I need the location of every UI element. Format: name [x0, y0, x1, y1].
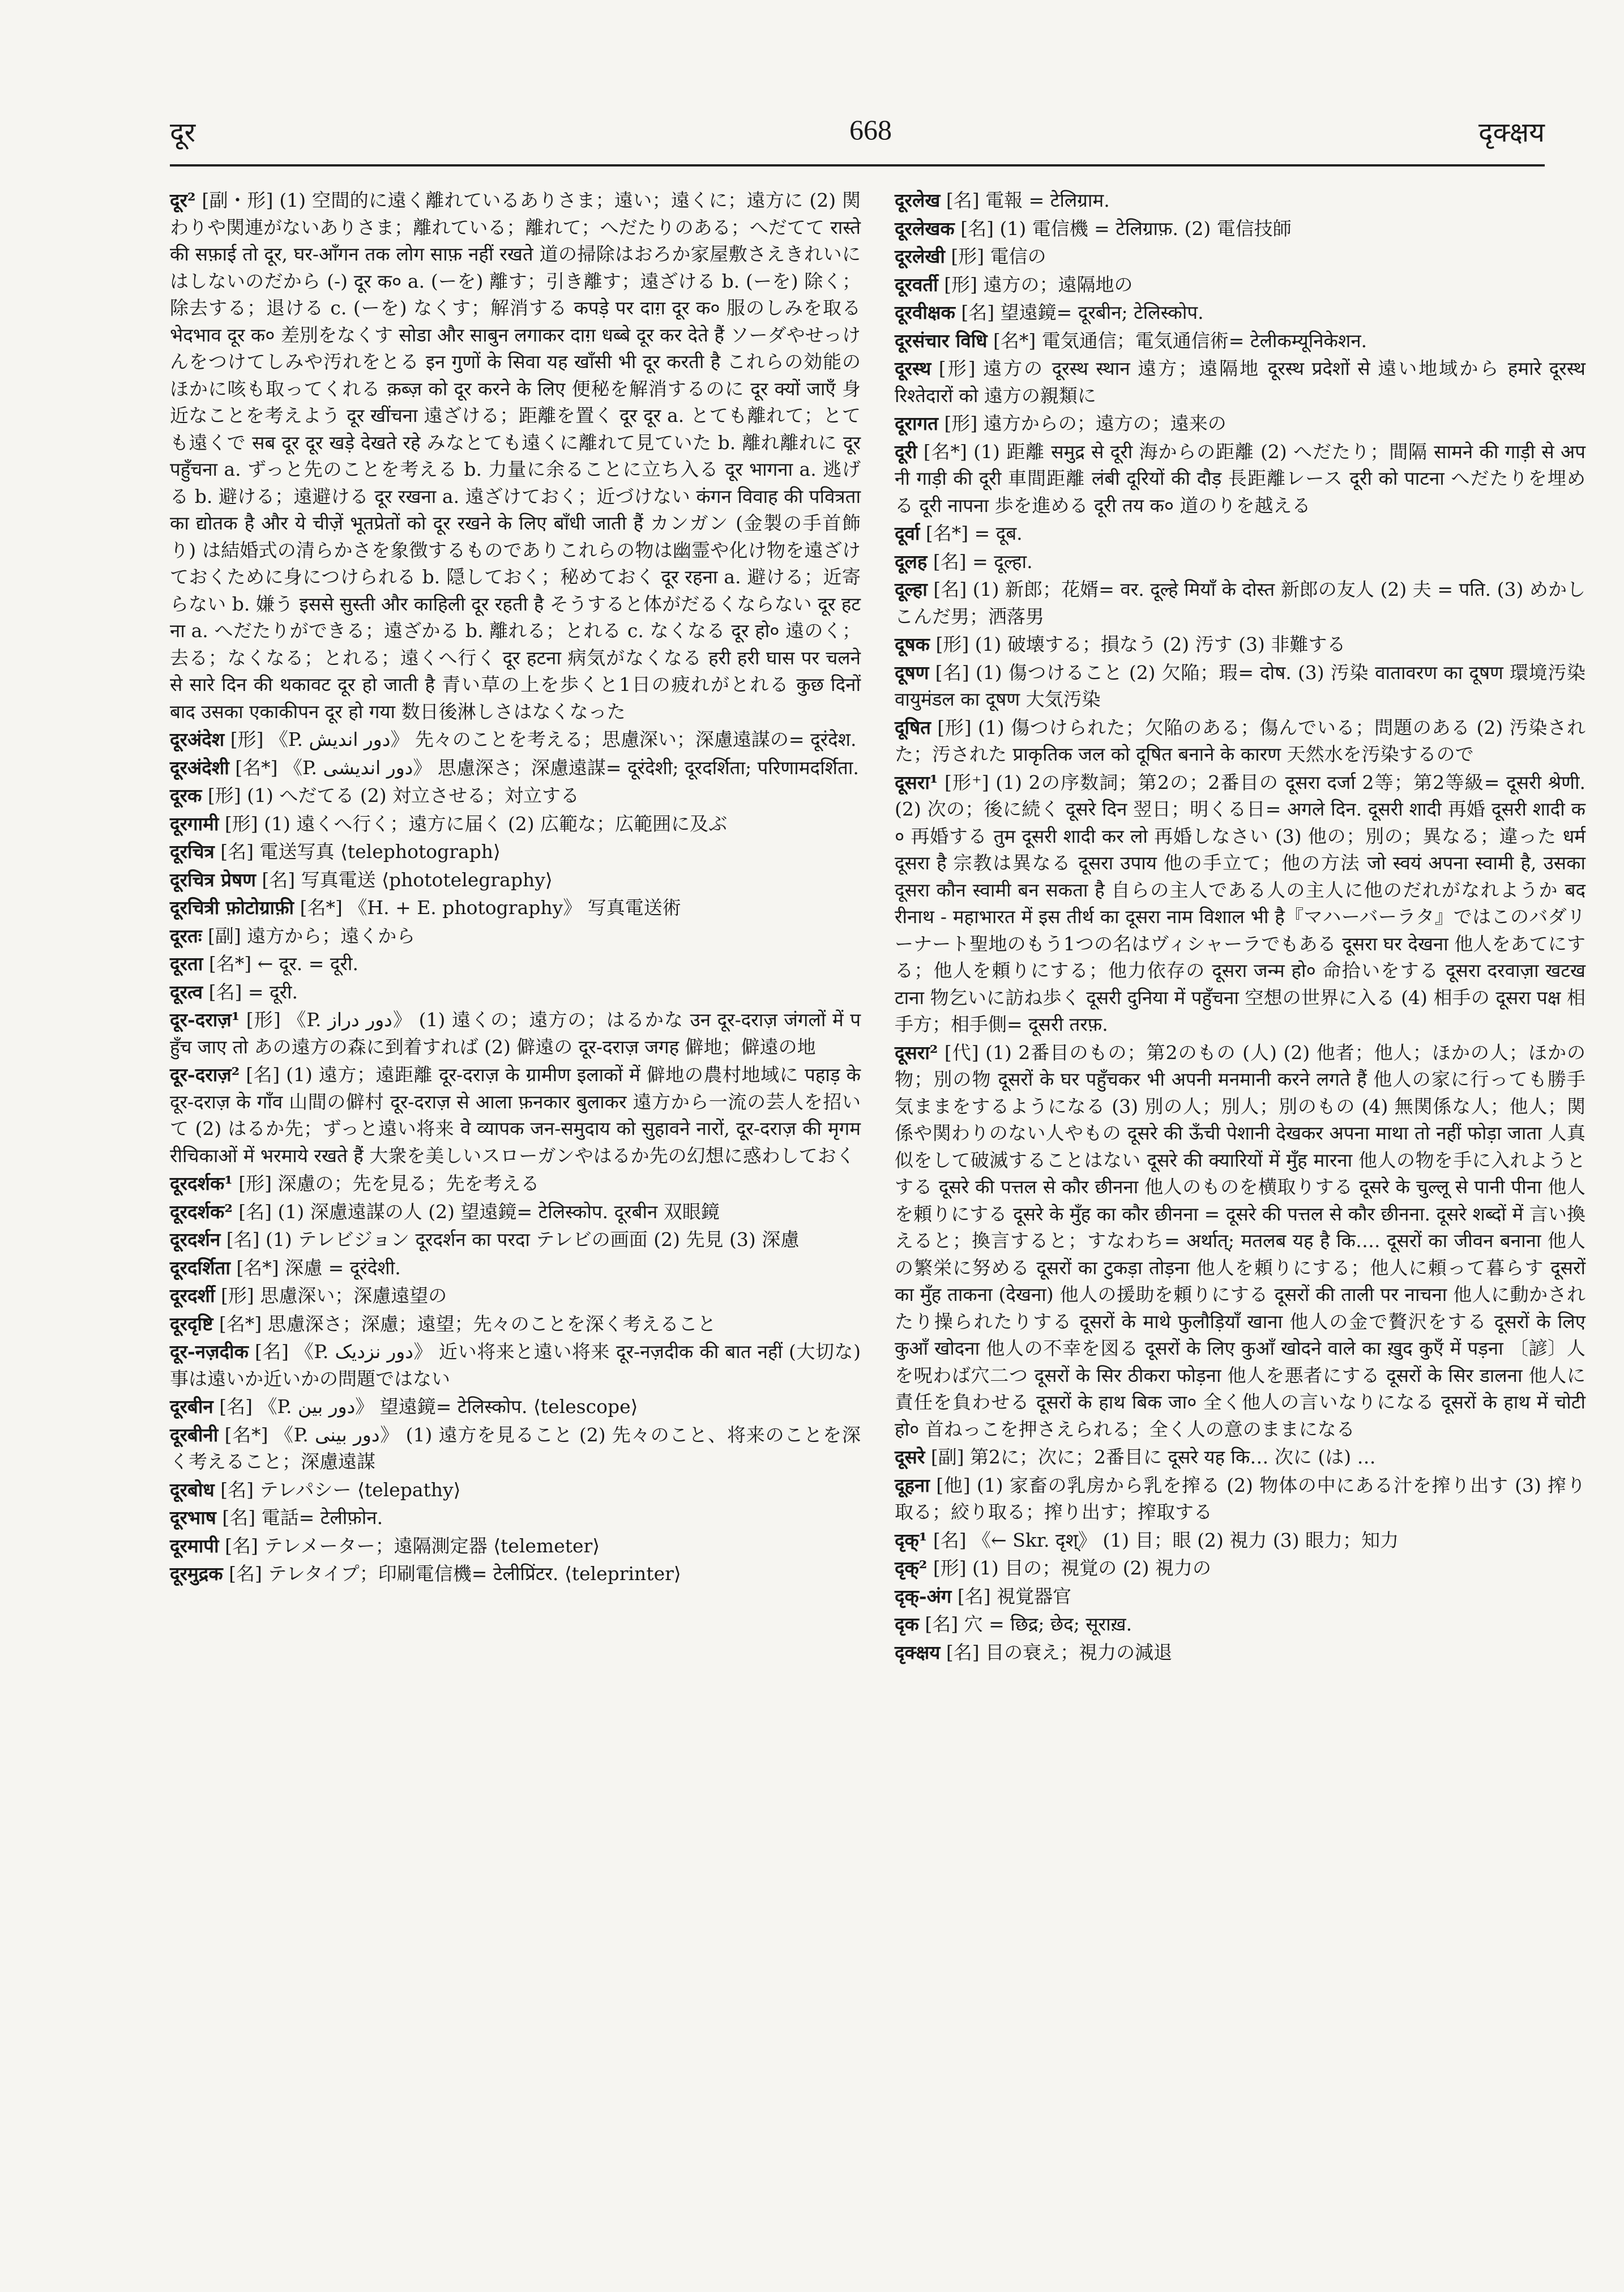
entry-definition: [代] (1) 2番目のもの；第2のもの (人) (2) 他者；他人；ほかの人；ほかの物；別の物 दूसरों के घर पहुँचकर भी अपनी मनमानी करने लगते हैं 他人の家に行っても勝手気ままをするようになる (3) 別の人；別人；別のもの (4) 無関係な人；他人；関係や関わりのない人やもの दूसरे की ऊँची पेशानी देखकर अपना माथा तो नहीं फोड़ा जाता 人真似をして破滅することはない दूसरे की क्यारियों में मुँह मारना 他人の物を手に入れようとする दूसरे की पत्तल से कौर छीनना 他人のものを横取りする दूसरे के चुल्लू से पानी पीना 他人を頼りにする दूसरे के मुँह का कौर छीनना = दूसरे की पत्तल से कौर छीनना. दूसरे शब्दों में 言い換えると；換言すると；すなわち= अर्थात्; मतलब यह है कि…. दूसरों का जीवन बनाना 他人の繁栄に努める दूसरों का टुकड़ा तोड़ना 他人を頼りにする；他人に頼って暮らす दूसरों का मुँह ताकना (देखना) 他人の援助を頼りにする दूसरों की ताली पर नाचना 他人に動かされたり操られたりする दूसरों के माथे फुलौड़ियाँ खाना 他人の金で贅沢をする दूसरों के लिए कुआँ खोदना 他人の不幸を図る दूसरों के लिए कुआँ खोदने वाले का ख़ुद कुएँ में पड़ना 〔諺〕人を呪わば穴二つ दूसरों के सिर ठीकरा फोड़ना 他人を悪者にする दूसरों के सिर डालना 他人に責任を負わせる दूसरों के हाथ बिक जा० 全く他人の言いなりになる दूसरों के हाथ में चोटी हो० 首ねっこを押さえられる；全く人の意のままになる — [895, 1041, 1585, 1440]
entry-definition: [名] 《P. دور بین》 望遠鏡= टेलिस्कोप. ⟨telescope⟩ — [213, 1395, 638, 1418]
dictionary-entry — [895, 299, 1585, 326]
entry-headword: दूर-नज़दीक — [170, 1341, 249, 1363]
entry-headword: दूरदर्शी — [170, 1284, 215, 1307]
entry-definition: [形] 《P. دور اندیش》 先々のことを考える；思慮深い；深慮遠謀の= दूरंदेश. — [224, 728, 857, 750]
entry-headword: दूरक — [170, 784, 202, 806]
entry-headword: दूरदृष्टि — [170, 1312, 213, 1335]
entry-definition: [名] 目の衰え；視力の減退 — [940, 1641, 1173, 1663]
entry-headword: दृक्-अंग — [895, 1585, 952, 1607]
dictionary-entry — [170, 1198, 861, 1226]
entry-definition: [名] 電話= टेलीफ़ोन. — [216, 1506, 383, 1529]
left-column — [170, 187, 861, 1589]
entry-headword: दूरअंदेशी — [170, 756, 229, 779]
entry-definition: [名*] 思慮深さ；深慮；遠望；先々のことを深く考えること — [213, 1312, 716, 1335]
entry-headword: दूरचित्र — [170, 840, 215, 863]
entry-definition: [名] 電報 = टेलिग्राम. — [940, 189, 1110, 211]
entry-definition: [形] (1) 遠くへ行く；遠方に届く (2) 広範な；広範囲に及ぶ — [219, 812, 728, 835]
entry-definition: [名*] 深慮 = दूरंदेशी. — [230, 1256, 401, 1279]
entry-headword: दूरमापी — [170, 1534, 219, 1557]
entry-headword: दूरदर्शक² — [170, 1200, 233, 1223]
entry-headword: दूषक — [895, 633, 930, 655]
dictionary-entry — [170, 1393, 861, 1420]
entry-definition: [形] (1) 目の；視覚の (2) 視力の — [927, 1557, 1212, 1579]
dictionary-entry — [170, 1311, 861, 1338]
dictionary-entry — [895, 576, 1585, 630]
entry-definition: [副] 遠方から；遠くから — [202, 924, 416, 947]
entry-definition: [名] テレパシー ⟨telepathy⟩ — [214, 1478, 461, 1501]
entry-headword: दूरवीक्षक — [895, 301, 955, 323]
entry-headword: दूरगामी — [170, 812, 219, 835]
dictionary-entry — [895, 187, 1585, 214]
dictionary-entry — [170, 1006, 861, 1060]
entry-headword: दूरागत — [895, 412, 938, 434]
dictionary-entry — [895, 1039, 1585, 1443]
dictionary-entry — [895, 1527, 1585, 1554]
entry-headword: दूरबीन — [170, 1395, 213, 1418]
dictionary-entry — [895, 714, 1585, 768]
entry-definition: [形] 電信の — [945, 245, 1046, 267]
dictionary-entry — [170, 187, 861, 725]
entry-headword: दूरसंचार विधि — [895, 329, 988, 352]
dictionary-entry — [895, 769, 1585, 1038]
dictionary-entry — [895, 355, 1585, 409]
entry-definition: [名] (1) 電信機 = टेलिग्राफ़. (2) 電信技師 — [954, 217, 1292, 240]
entry-definition: [形] 思慮深い；深慮遠望の — [215, 1284, 447, 1307]
entry-definition: [名*] (1) 距離 समुद्र से दूरी 海からの距離 (2) へだたり；間隔 सामने की गाड़ी से अपनी गाड़ी की दूरी 車間距離 लंबी दूरियों की दौड़ 長距離レース दूरी को पाटना へだたりを埋める दूरी नापना 歩を進める दूरी तय क० 道のりを越える — [895, 440, 1585, 517]
entry-headword: दूषण — [895, 661, 929, 684]
page-number: 668 — [849, 114, 892, 146]
dictionary-entry — [170, 1254, 861, 1282]
entry-definition: [名] 望遠鏡= दूरबीन; टेलिस्कोप. — [955, 301, 1204, 323]
entry-headword: दूरअंदेश — [170, 728, 225, 750]
dictionary-entry — [895, 1555, 1585, 1582]
dictionary-entry — [170, 810, 861, 838]
dictionary-entry — [895, 1583, 1585, 1610]
entry-definition: [名] (1) 新郎；花婿= वर. दूल्हे मियाँ के दोस्त 新郎の友人 (2) 夫 = पति. (3) めかしこんだ男；洒落男 — [895, 578, 1585, 628]
entry-definition: [形⁺] (1) 2の序数詞；第2の；2番目の दूसरा दर्जा 2等；第2等級= दूसरी श्रेणी. (2) 次の；後に続く दूसरे दिन 翌日；明くる日= अगले दिन. दूसरी शादी 再婚 दूसरी शादी क० 再婚する तुम दूसरी शादी कर लो 再婚しなさい (3) 他の；別の；異なる；違った धर्म दूसरा है 宗教は異なる दूसरा उपाय 他の手立て；他の方法 जो स्वयं अपना स्वामी है, उसका दूसरा कौन स्वामी बन सकता है 自らの主人である人の主人に他のだれがなれようか बदरीनाथ - महाभारत में इस तीर्थ का दूसरा नाम विशाल भी है『マハーバーラタ』ではこのバダリーナート聖地のもう1つの名はヴィシャーラでもある दूसरा घर देखना 他人をあてにする；他人を頼りにする；他力依存の दूसरा जन्म हो० 命拾いをする दूसरा दरवाज़ा खटखटाना 物乞いに訪ね歩く दूसरी दुनिया में पहुँचना 空想の世界に入る (4) 相手の दूसरा पक्ष 相手方；相手側= दूसरी तरफ़. — [895, 771, 1585, 1035]
entry-definition: [名] 穴 = छिद्र; छेद; सूराख़. — [918, 1613, 1132, 1635]
entry-headword: दूरलेखक — [895, 217, 955, 240]
entry-headword: दूरदर्शन — [170, 1228, 221, 1250]
dictionary-entry — [895, 243, 1585, 270]
entry-headword: दूरी — [895, 440, 917, 463]
left-guide-word: दूर — [170, 117, 196, 148]
dictionary-entry — [170, 1338, 861, 1392]
entry-definition: [名] 視覚器官 — [951, 1585, 1072, 1607]
entry-definition: [名*] 《P. دور بینی》 (1) 遠方を見ること (2) 先々のこと、将来のことを深く考えること；深慮遠謀 — [170, 1423, 861, 1472]
entry-definition: [名] 写真電送 ⟨phototelegraphy⟩ — [255, 868, 553, 891]
entry-definition: [形] (1) 破壊する；損なう (2) 汚す (3) 非難する — [929, 633, 1346, 655]
entry-headword: दूरमुद्रक — [170, 1563, 223, 1585]
dictionary-entry — [895, 1639, 1585, 1666]
entry-headword: दूर-दराज़¹ — [170, 1009, 240, 1031]
dictionary-entry — [170, 782, 861, 809]
dictionary-entry — [895, 1611, 1585, 1638]
entry-definition: [名] テレメーター；遠隔測定器 ⟨telemeter⟩ — [219, 1534, 600, 1557]
entry-definition: [形] 深慮の；先を見る；先を考える — [232, 1172, 540, 1194]
entry-definition: [名] (1) テレビジョン दूरदर्शन का परदा テレビの画面 (2) 先見 (3) 深慮 — [220, 1228, 800, 1250]
dictionary-entry — [170, 1170, 861, 1197]
dictionary-entry — [895, 215, 1585, 242]
dictionary-entry — [895, 327, 1585, 355]
dictionary-entry — [170, 1061, 861, 1169]
entry-definition: [形] 《P. دور دراز》 (1) 遠くの；遠方の；はるかな उन दूर-दराज़ जंगलों में पहुँच जाए तो あの遠方の森に到着すれば (2) 僻遠の दूर-दराज़ जगह 僻地；僻遠の地 — [170, 1009, 861, 1058]
entry-headword: दूसरे — [895, 1446, 925, 1468]
entry-headword: दृक्¹ — [895, 1529, 928, 1551]
dictionary-entry — [895, 438, 1585, 519]
entry-definition: [名] = दूरी. — [203, 980, 298, 1003]
entry-headword: दूरभाष — [170, 1506, 216, 1529]
entry-definition: [形] (1) 傷つけられた；欠陥のある；傷んでいる；問題のある (2) 汚染された；汚された प्राकृतिक जल को दूषित बनाने के कारण 天然水を汚染するので — [895, 716, 1585, 765]
entry-headword: दूसरा² — [895, 1041, 938, 1064]
entry-definition: [名] 《P. دور نزدیک》 近い将来と遠い将来 दूर-नज़दीक की बात नहीं (大切な) 事は遠いか近いかの問題ではない — [170, 1341, 861, 1390]
entry-headword: दूरस्थ — [895, 357, 931, 379]
entry-definition: [名] (1) 深慮遠謀の人 (2) 望遠鏡= टेलिस्कोप. दूरबीन 双眼鏡 — [232, 1200, 720, 1223]
entry-headword: दूरतः — [170, 924, 202, 947]
entry-headword: दूलह — [895, 550, 928, 573]
entry-definition: [名*] = दूब. — [920, 522, 1023, 544]
entry-headword: दूर² — [170, 189, 196, 211]
dictionary-entry — [170, 923, 861, 950]
entry-headword: दूरबोध — [170, 1478, 215, 1501]
dictionary-entry — [170, 950, 861, 978]
entry-headword: दूषित — [895, 716, 931, 739]
dictionary-entry — [895, 271, 1585, 298]
entry-definition: [名*] ← दूर. = दूरी. — [203, 953, 358, 975]
dictionary-entry — [170, 979, 861, 1006]
entry-headword: दूरदर्शक¹ — [170, 1172, 233, 1194]
dictionary-entry — [170, 754, 861, 782]
entry-headword: दूरदर्शिता — [170, 1256, 230, 1279]
dictionary-entry — [895, 659, 1585, 713]
entry-definition: [名*] 電気通信；電気通信術= टेलीकम्यूनिकेशन. — [987, 329, 1367, 352]
dictionary-entry — [170, 1282, 861, 1309]
dictionary-entry — [895, 548, 1585, 575]
entry-headword: दूर-दराज़² — [170, 1064, 240, 1086]
entry-headword: दृक्क्षय — [895, 1641, 941, 1663]
entry-definition: [形] 遠方の；遠隔地の — [938, 273, 1133, 296]
dictionary-entry — [895, 410, 1585, 437]
entry-headword: दूरता — [170, 953, 203, 975]
entry-headword: दृक — [895, 1613, 919, 1635]
entry-definition: [副・形] (1) 空間的に遠く離れているありさま；遠い；遠くに；遠方に (2) 関わりや関連がないありさま；離れている；離れて；へだたりのある；へだてて रास्ते की सफ़ाई तो दूर, घर-आँगन तक लोग साफ़ नहीं रखते 道の掃除はおろか家屋敷さえきれいにはしないのだから (-) दूर क० a. (ーを) 離す；引き離す；遠ざける b. (ーを) 除く；除去する；退ける c. (ーを) なくす；解消する कपड़े पर दाग़ दूर क० 服のしみを取る भेदभाव दूर क० 差別をなくす सोडा और साबुन लगाकर दाग़ धब्बे दूर कर देते हैं ソーダやせっけんをつけてしみや汚れをとる इन गुणों के सिवा यह खाँसी भी दूर करती है これらの効能のほかに咳も取ってくれる क़ब्ज़ को दूर करने के लिए 便秘を解消するのに दूर क्यों जाएँ 身近なことを考えよう दूर खींचना 遠ざける；距離を置く दूर दूर a. とても離れて；とても遠くで सब दूर दूर खड़े देखते रहे みなとても遠くに離れて見ていた b. 離れ離れに दूर पहुँचना a. ずっと先のことを考える b. 力量に余ることに立ち入る दूर भागना a. 逃げる b. 避ける；遠避ける दूर रखना a. 遠ざけておく；近づけない कंगन विवाह की पवित्रता का द्योतक है और ये चीज़ें भूतप्रेतों को दूर रखने के लिए बाँधी जाती हैं カンガン (金製の手首飾り) は結婚式の清らかさを象徴するものでありこれらの物は幽霊や化け物を遠ざけておくために身につけられる b. 隠しておく；秘めておく दूर रहना a. 避ける；近寄らない b. 嫌う इससे सुस्ती और काहिली दूर रहती है そうすると体がだるくならない दूर हटना a. へだたりができる；遠ざかる b. 離れる；とれる c. なくなる दूर हो० 遠のく；去る；なくなる；とれる；遠くへ行く दूर हटना 病気がなくなる हरी हरी घास पर चलने से सारे दिन की थकावट दूर हो जाती है 青い草の上を歩くと1日の疲れがとれる कुछ दिनों बाद उसका एकाकीपन दूर हो गया 数日後淋しさはなくなった — [170, 189, 861, 723]
right-guide-word: दृक्क्षय — [1478, 117, 1545, 148]
dictionary-entry — [895, 1472, 1585, 1526]
entry-definition: [形] 遠方からの；遠方の；遠来の — [938, 412, 1226, 434]
entry-definition: [名] 《← Skr. दृश्》 (1) 目；眼 (2) 視力 (3) 眼力；知力 — [927, 1529, 1399, 1551]
dictionary-entry — [170, 1476, 861, 1504]
entry-headword: दूरचित्री फ़ोटोग्राफ़ी — [170, 897, 294, 919]
entry-headword: दूरवर्ती — [895, 273, 938, 296]
entry-definition: [名] (1) 傷つけること (2) 欠陥；瑕= दोष. (3) 汚染 वातावरण का दूषण 環境汚染 वायुमंडल का दूषण 大気汚染 — [895, 661, 1585, 710]
dictionary-entry — [895, 520, 1585, 547]
dictionary-entry — [170, 1504, 861, 1531]
dictionary-entry — [895, 631, 1585, 658]
page-header — [170, 113, 1545, 164]
entry-headword: दूरचित्र प्रेषण — [170, 868, 256, 891]
dictionary-entry — [170, 1560, 861, 1587]
dictionary-entry — [170, 838, 861, 865]
entry-definition: [名] テレタイプ；印刷電信機= टेलीप्रिंटर. ⟨teleprinter⟩ — [223, 1563, 681, 1585]
dictionary-entry — [170, 867, 861, 894]
entry-headword: दूरलेखी — [895, 245, 945, 267]
entry-headword: दूरलेख — [895, 189, 941, 211]
dictionary-entry — [170, 1533, 861, 1560]
right-column — [895, 187, 1585, 1667]
entry-definition: [名] = दूल्हा. — [927, 550, 1033, 573]
entry-headword: दूहना — [895, 1474, 930, 1496]
dictionary-entry — [170, 726, 861, 753]
entry-definition: [形] (1) へだてる (2) 対立させる；対立する — [202, 784, 580, 806]
entry-definition: [名*] 《H. + E. photography》 写真電送術 — [294, 897, 681, 919]
entry-definition: [名] (1) 遠方；遠距離 दूर-दराज़ के ग्रामीण इलाकों में 僻地の農村地域に पहाड़ के दूर-दराज़ के गाँव 山間の僻村 दूर-दराज़ से आला फ़नकार बुलाकर 遠方から一流の芸人を招いて (2) はるか先；ずっと遠い将来 वे व्यापक जन-समुदाय को सुहावने नारों, दूर-दराज़ की मृगमरीचिकाओं में भरमाये रखते हैं 大衆を美しいスローガンやはるか先の幻想に惑わしておく — [170, 1064, 861, 1167]
dictionary-entry — [170, 894, 861, 921]
entry-headword: दूरबीनी — [170, 1423, 219, 1446]
entry-definition: [形] 遠方の दूरस्थ स्थान 遠方；遠隔地 दूरस्थ प्रदेशों से 遠い地域から हमारे दूरस्थ रिश्तेदारों को 遠方の親類に — [895, 357, 1585, 407]
dictionary-entry — [170, 1226, 861, 1253]
entry-headword: दूसरा¹ — [895, 771, 938, 793]
dictionary-entry — [895, 1444, 1585, 1471]
dictionary-entry — [170, 1422, 861, 1475]
entry-headword: दूल्हा — [895, 578, 928, 600]
header-rule — [170, 164, 1545, 167]
entry-headword: दूरत्व — [170, 980, 203, 1003]
entry-headword: दूर्वा — [895, 522, 920, 544]
entry-definition: [名*] 《P. دور اندیشی》 思慮深さ；深慮遠謀= दूरंदेशी; दूरदर्शिता; परिणामदर्शिता. — [229, 756, 859, 779]
entry-definition: [副] 第2に；次に；2番目に दूसरे यह कि… 次に (は) … — [925, 1446, 1376, 1468]
entry-headword: दृक्² — [895, 1557, 928, 1579]
entry-definition: [他] (1) 家畜の乳房から乳を搾る (2) 物体の中にある汁を搾り出す (3) 搾り取る；絞り取る；搾り出す；搾取する — [895, 1474, 1585, 1523]
entry-definition: [名] 電送写真 ⟨telephotograph⟩ — [214, 840, 501, 863]
